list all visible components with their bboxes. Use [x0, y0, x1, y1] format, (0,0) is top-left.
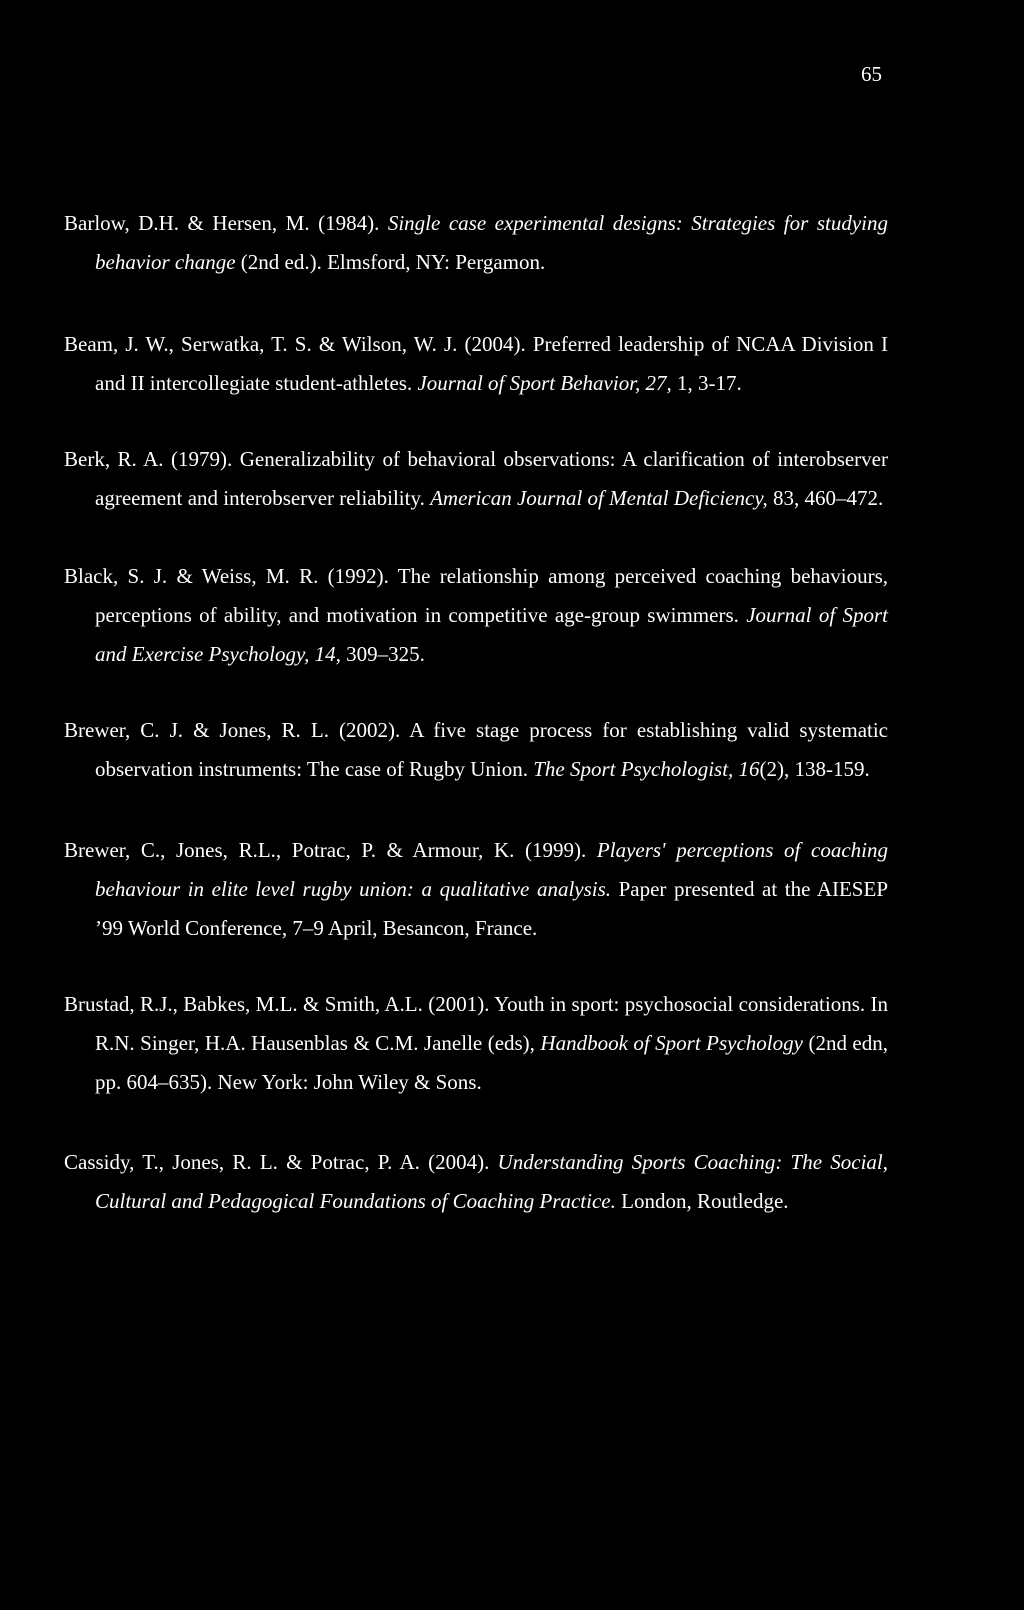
reference-list — [64, 204, 888, 1262]
reference-details: (2nd edn, pp. 604–635). New York: John Wiley & Sons. — [95, 1031, 888, 1094]
reference-entry — [64, 440, 888, 518]
reference-details: (2nd ed.). Elmsford, NY: Pergamon. — [235, 250, 546, 274]
reference-title: Understanding Sports Coaching: The Social, Cultural and Pedagogical Foundations of Coaching Practice. — [95, 1150, 888, 1213]
reference-entry — [64, 557, 888, 674]
reference-entry — [64, 711, 888, 789]
page-number: 65 — [861, 62, 882, 86]
reference-journal: Journal of Sport Behavior, 27, — [417, 371, 672, 395]
reference-entry — [64, 831, 888, 948]
reference-details: 1, 3-17. — [671, 371, 742, 395]
reference-journal: American Journal of Mental Deficiency, — [430, 486, 768, 510]
reference-entry — [64, 1143, 888, 1221]
reference-title: Players' perceptions of coaching behaviour in elite level rugby union: a qualitative analysis. — [95, 838, 888, 901]
reference-authors: Brewer, C., Jones, R.L., Potrac, P. & Armour, K. (1999). — [64, 838, 597, 862]
reference-details: 83, 460–472. — [767, 486, 884, 510]
reference-entry — [64, 325, 888, 403]
reference-lead: Brewer, C. J. & Jones, R. L. (2002). A five stage process for establishing valid systematic observation instruments: The case of Rugby Union. — [64, 718, 888, 781]
reference-entry — [64, 985, 888, 1102]
reference-lead: Berk, R. A. (1979). Generalizability of behavioral observations: A clarification of interobserver agreement and interobserver reliability. — [64, 447, 888, 510]
reference-details: Paper presented at the AIESEP ’99 World Conference, 7–9 April, Besancon, France. — [95, 877, 888, 940]
reference-details: London, Routledge. — [615, 1189, 789, 1213]
reference-lead: Black, S. J. & Weiss, M. R. (1992). The relationship among perceived coaching behaviours, perceptions of ability, and motivation in competitive age-group swimmers. — [64, 564, 888, 627]
reference-lead: Brustad, R.J., Babkes, M.L. & Smith, A.L. (2001). Youth in sport: psychosocial considerations. In R.N. Singer, H.A. Hausenblas & C.M. Janelle (eds), — [64, 992, 888, 1055]
reference-entry — [64, 204, 888, 282]
reference-authors: Cassidy, T., Jones, R. L. & Potrac, P. A. (2004). — [64, 1150, 498, 1174]
reference-details: (2), 138-159. — [759, 757, 870, 781]
reference-title: Single case experimental designs: Strategies for studying behavior change — [95, 211, 888, 274]
reference-authors: Barlow, D.H. & Hersen, M. (1984). — [64, 211, 388, 235]
reference-journal: The Sport Psychologist, 16 — [533, 757, 760, 781]
reference-details: 309–325. — [340, 642, 425, 666]
reference-lead: Beam, J. W., Serwatka, T. S. & Wilson, W. J. (2004). Preferred leadership of NCAA Division I and II intercollegiate student-athletes. — [64, 332, 888, 395]
reference-journal: Journal of Sport and Exercise Psychology, 14, — [95, 603, 888, 666]
reference-book-title: Handbook of Sport Psychology — [540, 1031, 803, 1055]
